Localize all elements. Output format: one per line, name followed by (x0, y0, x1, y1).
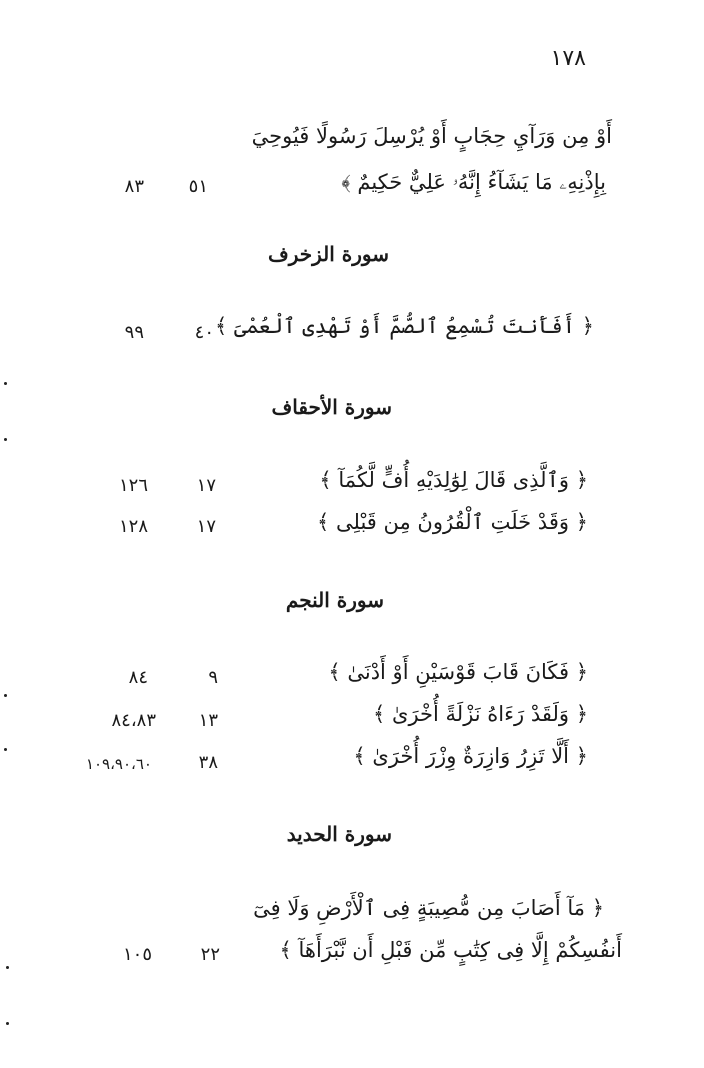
page-reference: ١٠٥ (122, 944, 152, 965)
scan-speck (6, 1022, 9, 1025)
ayah-number: ١٧ (196, 475, 216, 496)
verse-line: ﴿ مَآ أَصَابَ مِن مُّصِيبَةٍ فِى ٱلْأَرْضِ وَلَا فِىٓ (253, 896, 604, 920)
scan-speck (4, 694, 7, 697)
ayah-number: ٣٨ (198, 752, 218, 773)
page-reference: ١٠٩،٩٠،٦٠ (85, 755, 152, 773)
ayah-number: ٥١ (188, 176, 208, 197)
verse-line: ﴿ وَقَدْ خَلَتِ ٱلْقُرُونُ مِن قَبْلِى ﴾ (317, 510, 588, 534)
verse-line: ﴿ أَفَأَنتَ تُسْمِعُ ٱلصُّمَّ أَوْ تَهْدِى ٱلْعُمْىَ ﴾ (215, 314, 594, 338)
scan-speck (4, 748, 7, 751)
verse-line: ﴿ فَكَانَ قَابَ قَوْسَيْنِ أَوْ أَدْنَىٰ ﴾ (328, 660, 588, 684)
page-reference: ٨٤ (128, 667, 148, 688)
page-reference: ١٢٨ (118, 516, 148, 537)
verse-line: ﴿ أَلَّا تَزِرُ وَازِرَةٌ وِزْرَ أُخْرَىٰ ﴾ (353, 744, 588, 768)
page-reference: ٩٩ (124, 322, 144, 343)
page-reference: ٨٤،٨٣ (111, 710, 156, 731)
ayah-number: ١٧ (196, 516, 216, 537)
ayah-number: ٢٢ (200, 944, 220, 965)
scan-speck (4, 438, 7, 441)
ayah-number: ١٣ (198, 710, 218, 731)
verse-line: بِإِذْنِهِۦ مَا يَشَآءُ إِنَّهُۥ عَلِيٌّ حَكِيمٌ ﴾ (341, 170, 606, 194)
surah-heading: سورة الزخرف (267, 242, 389, 266)
verse-line: أَنفُسِكُمْ إِلَّا فِى كِتَٰبٍ مِّن قَبْلِ أَن نَّبْرَأَهَآ ﴾ (279, 938, 622, 962)
verse-line: ﴿ وَلَقَدْ رَءَاهُ نَزْلَةً أُخْرَىٰ ﴾ (373, 702, 588, 726)
surah-heading: سورة النجم (285, 588, 384, 612)
scan-speck (4, 382, 7, 385)
surah-heading: سورة الأحقاف (271, 395, 392, 419)
ayah-number: ٩ (208, 667, 218, 688)
page-reference: ٨٣ (124, 176, 144, 197)
surah-heading: سورة الحديد (286, 822, 392, 846)
verse-line: أَوْ مِن وَرَآيِ حِجَابٍ أَوْ يُرْسِلَ رَسُولًا فَيُوحِيَ (251, 124, 612, 148)
page-reference: ١٢٦ (118, 475, 148, 496)
page-number: ١٧٨ (550, 46, 586, 71)
verse-line: ﴿ وَٱلَّذِى قَالَ لِوَٰلِدَيْهِ أُفٍّ لَّكُمَآ ﴾ (319, 468, 588, 492)
scan-speck (6, 966, 9, 969)
ayah-number: ٤٠ (194, 322, 214, 343)
